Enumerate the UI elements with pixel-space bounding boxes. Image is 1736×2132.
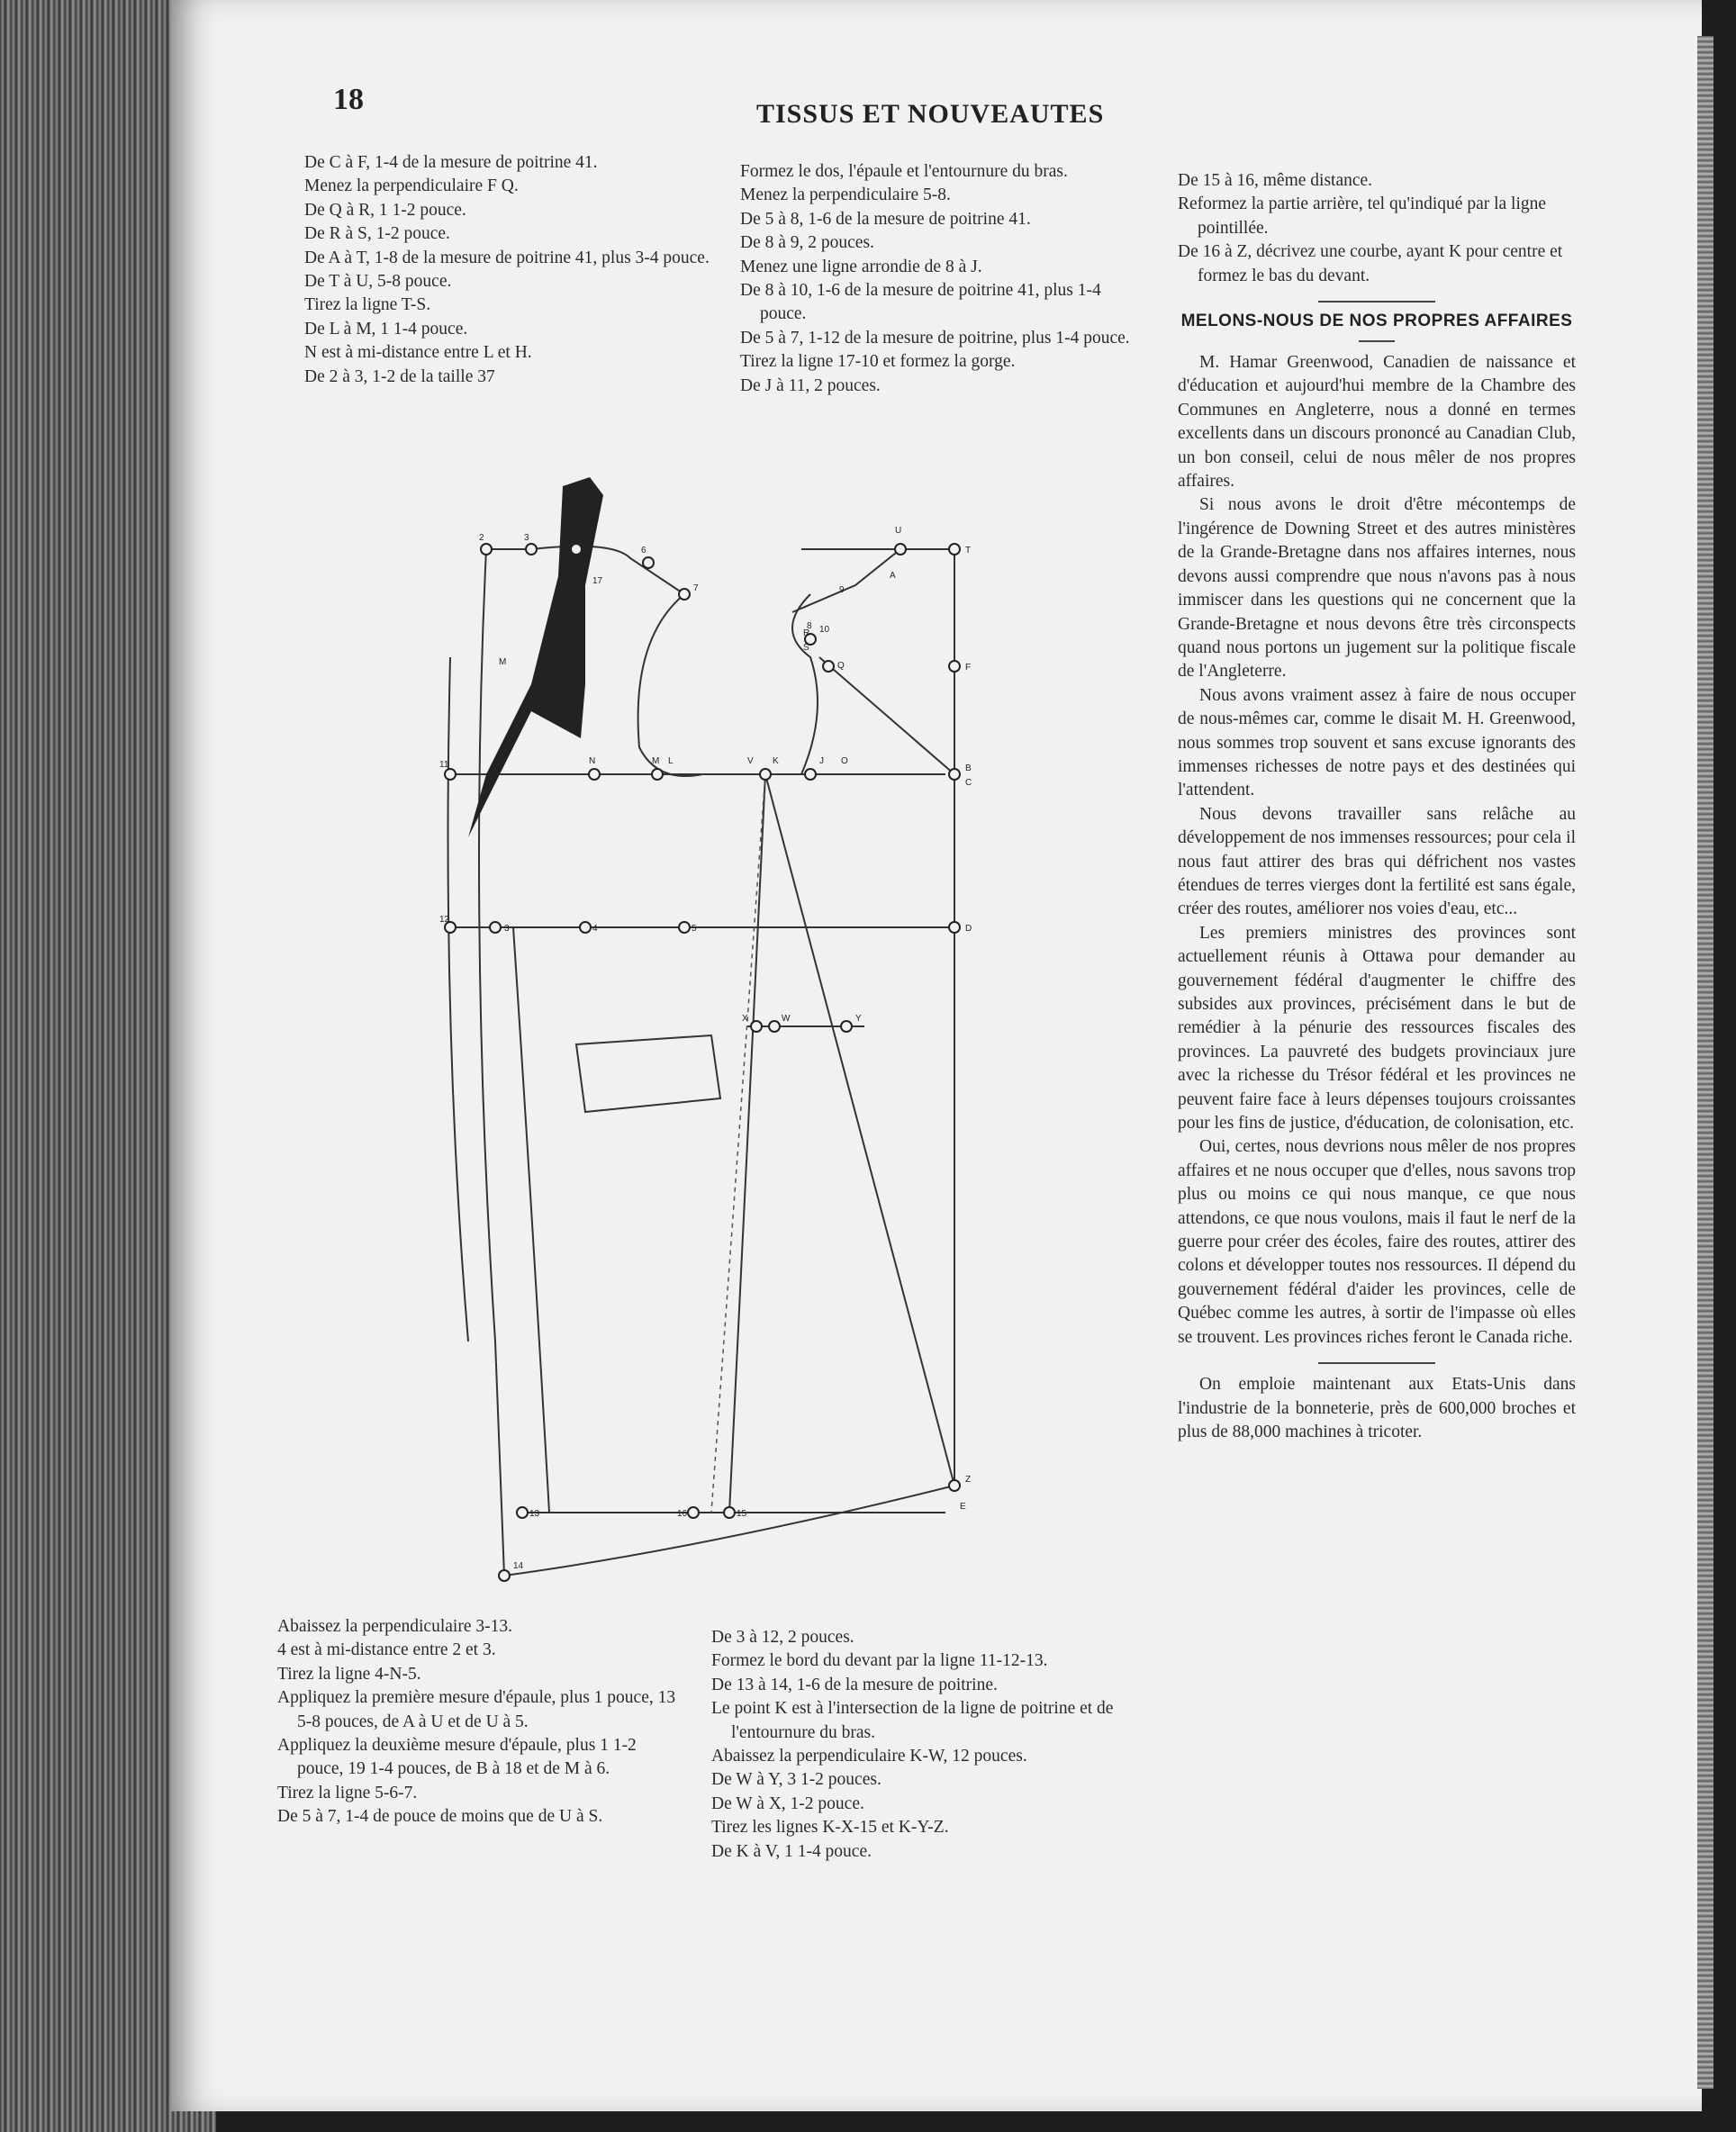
instruction-line: Appliquez la première mesure d'épaule, plus 1 pouce, 13 5-8 pouces, de A à U et de U à 5. — [277, 1688, 676, 1731]
instruction-line: Le point K est à l'intersection de la ligne de poitrine et de l'entournure du bras. — [711, 1699, 1114, 1742]
diagram-point-label: 13 — [529, 1509, 540, 1519]
point-16 — [688, 1507, 699, 1518]
diagram-point-label: U — [895, 526, 902, 536]
diagram-point-label: 3 — [524, 533, 529, 543]
article-title: MELONS-NOUS DE NOS PROPRES AFFAIRES — [1180, 312, 1573, 331]
article-body — [1178, 351, 1576, 1350]
front-diagonal — [819, 657, 954, 774]
instruction-line: N est à mi-distance entre L et H. — [304, 343, 532, 363]
instruction-line: Menez la perpendiculaire 5-8. — [740, 185, 951, 205]
diagram-point-label: Q — [837, 661, 845, 671]
instruction-line: De A à T, 1-8 de la mesure de poitrine 41, plus 3-4 pouce. — [304, 248, 710, 267]
column-3-instructions — [1178, 169, 1576, 288]
point-15 — [724, 1507, 735, 1518]
instruction-line: De 13 à 14, 1-6 de la mesure de poitrine. — [711, 1675, 998, 1694]
instruction-line: De 2 à 3, 1-2 de la taille 37 — [304, 366, 495, 386]
right-page-edges — [1697, 36, 1713, 2089]
diagram-point-label: Y — [855, 1014, 862, 1024]
pocket-shape — [576, 1035, 720, 1112]
article-paragraph: Oui, certes, nous devrions nous mêler de nos propres affaires et ne nous occuper que d'elles, nous savons trop plus ou moins ce qui nous manque, ce que nous attendons, ce que nous voulons, mais il faut le nerf de la guerre pour créer des écoles, faire des routes, attirer des colons et développer toutes nos ressources. Il dépend du gouvernement fédéral d'aider les provinces, celle de Québec comme les autres, à sortir de l'impasse où elles se trouvent. Les provinces riches feront le Canada riche. — [1178, 1137, 1576, 1347]
diagram-point-label: V — [747, 756, 754, 766]
running-title: TISSUS ET NOUVEAUTES — [756, 99, 1105, 129]
side-seam — [513, 927, 549, 1513]
instruction-line: De T à U, 5-8 pouce. — [304, 272, 452, 292]
diagram-point-label: M — [499, 657, 507, 667]
diagram-point-label: 15 — [737, 1509, 747, 1519]
column-2-top — [740, 160, 1147, 398]
collar-lapel-shape — [468, 477, 603, 837]
point-2 — [481, 544, 492, 555]
diagram-point-label: 4 — [592, 924, 598, 934]
instruction-line: De W à X, 1-2 pouce. — [711, 1793, 864, 1813]
point-13 — [517, 1507, 528, 1518]
diagram-point-label: 9 — [839, 585, 845, 595]
point-4 — [580, 922, 591, 933]
article-paragraph: Nous avons vraiment assez à faire de nous occuper de nous-mêmes car, comme le disait M. H. Greenwood, nous sommes trop souvent et sans excuse ignorants des immenses richesses de notre pays et des destinées qui l'attendent. — [1178, 685, 1576, 800]
diagram-point-label: B — [965, 763, 972, 773]
note-paragraph: On emploie maintenant aux Etats-Unis dans l'industrie de la bonneterie, près de 600,000 broches et plus de 88,000 machines à tricoter. — [1178, 1375, 1576, 1441]
divider — [1359, 340, 1395, 342]
instruction-line: De L à M, 1 1-4 pouce. — [304, 319, 468, 339]
point-6 — [643, 557, 654, 568]
instruction-line: 4 est à mi-distance entre 2 et 3. — [277, 1640, 496, 1660]
instruction-line: De R à S, 1-2 pouce. — [304, 224, 450, 244]
point-x — [751, 1021, 762, 1032]
diagram-point-label: 10 — [819, 625, 830, 635]
instruction-line: De 5 à 7, 1-12 de la mesure de poitrine, plus 1-4 pouce. — [740, 328, 1130, 348]
diagram-point-label: E — [960, 1502, 966, 1512]
diagram-point-label: T — [965, 546, 972, 556]
pattern-diagram — [432, 477, 1008, 1603]
front-edge-line — [801, 549, 954, 1486]
diagram-point-label: R — [803, 628, 810, 638]
article-paragraph: M. Hamar Greenwood, Canadien de naissance et d'éducation et aujourd'hui membre de la Chambre des Communes en Angleterre, nous a donné en termes excellents dans un discours prononcé au Canadian Club, un bon conseil, celui de nous mêler de nos propres affaires. — [1178, 353, 1576, 492]
point-y — [841, 1021, 852, 1032]
diagram-point-label: 2 — [479, 533, 484, 543]
instruction-line: De J à 11, 2 pouces. — [740, 375, 881, 395]
diagram-point-label: O — [841, 756, 848, 766]
instruction-line: De Q à R, 1 1-2 pouce. — [304, 200, 466, 220]
instruction-line: Tirez la ligne 4-N-5. — [277, 1664, 421, 1684]
point-3-waist — [490, 922, 501, 933]
instruction-line: Formez le bord du devant par la ligne 11-12-13. — [711, 1651, 1048, 1671]
instruction-line: De 16 à Z, décrivez une courbe, ayant K pour centre et formez le bas du devant. — [1178, 242, 1563, 285]
point-14 — [499, 1570, 510, 1581]
diagram-point-label: M — [652, 756, 660, 766]
instruction-line: De 8 à 9, 2 pouces. — [740, 233, 874, 253]
back-edge-line — [479, 549, 507, 1576]
page-number: 18 — [333, 83, 364, 116]
instruction-line: De 3 à 12, 2 pouces. — [711, 1628, 854, 1647]
point-q — [823, 661, 834, 672]
column-2-bottom — [711, 1626, 1118, 1864]
armhole-curve — [638, 594, 918, 776]
point-d — [949, 922, 960, 933]
instruction-line: De 5 à 7, 1-4 de pouce de moins que de U à S. — [277, 1807, 603, 1827]
article-paragraph: Si nous avons le droit d'être mécontemps de l'ingérence de Downing Street et des autres ministères de la Grande-Bretagne dans nos affaires internes, nous devons aussi comprendre que nous n'avons pas à nous immiscer dans les questions qui ne concernent que la Grande-Bretagne et nous devons être très circonspects quand nous portons un jugement sur la politique fiscale de l'Angleterre. — [1178, 495, 1576, 682]
column-3 — [1178, 169, 1576, 1444]
diagram-point-label: 14 — [513, 1561, 524, 1571]
dotted-back-line — [711, 774, 765, 1513]
instruction-line: De W à Y, 3 1-2 pouces. — [711, 1770, 882, 1790]
point-a — [949, 544, 960, 555]
instruction-line: De 8 à 10, 1-6 de la mesure de poitrine 41, plus 1-4 pouce. — [740, 281, 1101, 324]
column-1-top — [304, 151, 711, 389]
point-1 — [571, 544, 582, 555]
instruction-line: De 5 à 8, 1-6 de la mesure de poitrine 41. — [740, 209, 1031, 229]
instruction-line: Tirez les lignes K-X-15 et K-Y-Z. — [711, 1818, 949, 1838]
diagram-point-label: D — [965, 924, 972, 934]
instruction-line: Tirez la ligne 5-6-7. — [277, 1783, 418, 1802]
instruction-line: Tirez la ligne T-S. — [304, 295, 431, 315]
news-note — [1178, 1373, 1576, 1444]
diagram-point-label: A — [890, 571, 896, 581]
instruction-line: De C à F, 1-4 de la mesure de poitrine 41. — [304, 153, 598, 172]
diagram-point-label: 7 — [693, 583, 699, 593]
instruction-line: Abaissez la perpendiculaire 3-13. — [277, 1617, 512, 1636]
instruction-line: Abaissez la perpendiculaire K-W, 12 pouces. — [711, 1747, 1027, 1766]
column-1-bottom — [277, 1615, 684, 1829]
divider — [1318, 301, 1435, 303]
instruction-line: Menez une ligne arrondie de 8 à J. — [740, 257, 982, 276]
instruction-line: De 15 à 16, même distance. — [1178, 171, 1373, 190]
diagram-point-label: 11 — [439, 760, 449, 770]
diagram-point-label: F — [965, 663, 972, 673]
diagram-point-label: 1 — [569, 533, 574, 543]
diagram-point-label: 6 — [641, 546, 646, 556]
diagram-point-label: S — [803, 643, 809, 653]
back-center-line — [448, 657, 469, 1342]
point-7 — [679, 589, 690, 600]
diagram-point-label: Z — [965, 1475, 972, 1485]
point-b — [949, 769, 960, 780]
point-j — [805, 769, 816, 780]
diagram-labels — [439, 526, 972, 1571]
instruction-line: Reformez la partie arrière, tel qu'indiqué par la ligne pointillée. — [1178, 194, 1547, 238]
point-3 — [526, 544, 537, 555]
divider — [1318, 1362, 1435, 1364]
diagram-point-label: W — [782, 1014, 791, 1024]
point-f — [949, 661, 960, 672]
diagram-point-label: L — [668, 756, 674, 766]
diagram-point-label: 8 — [807, 621, 812, 631]
diagram-point-label: 16 — [677, 1509, 688, 1519]
point-n — [589, 769, 600, 780]
point-z — [949, 1480, 960, 1491]
diagram-point-label: C — [965, 778, 972, 788]
front-armhole — [792, 594, 818, 774]
point-11 — [445, 769, 456, 780]
diagram-point-label: N — [589, 756, 596, 766]
pattern-drawing — [432, 477, 1008, 1603]
instruction-line: Formez le dos, l'épaule et l'entournure du bras. — [740, 162, 1068, 181]
instruction-line: Tirez la ligne 17-10 et formez la gorge. — [740, 352, 1016, 372]
article-paragraph: Les premiers ministres des provinces sont actuellement réunis à Ottawa pour demander au gouvernement fédéral d'augmenter le chiffre des subsides aux provinces, précisément dans le but de remédier à la pénurie des ressources fiscales des provinces. La pauvreté des budgets provinciaux jure avec la richesse du Trésor fédéral et les provinces ne peuvent faire face à leurs dépenses toujours croissantes pour les fins de justice, d'éducation, de colonisation, etc. — [1178, 923, 1576, 1134]
point-5 — [679, 922, 690, 933]
point-w — [769, 1021, 780, 1032]
point-k — [760, 769, 771, 780]
diagram-point-label: 3 — [504, 924, 510, 934]
article-paragraph: Nous devons travailler sans relâche au développement de nos immenses ressources; pour cela il nous faut attirer des bras qui défrichent nos vastes étendues de terres vierges dont la fertilité est sans égale, créer des routes, améliorer nos voies d'eau, etc... — [1178, 804, 1576, 919]
line-k-y-z — [765, 774, 954, 1486]
diagram-point-label: J — [819, 756, 824, 766]
diagram-point-label: X — [742, 1014, 748, 1024]
instruction-line: Appliquez la deuxième mesure d'épaule, plus 1 1-2 pouce, 19 1-4 pouces, de B à 18 et de M à 6. — [277, 1736, 637, 1779]
diagram-point-label: 12 — [439, 915, 450, 925]
instruction-line: De K à V, 1 1-4 pouce. — [711, 1841, 872, 1861]
front-shoulder — [792, 549, 900, 612]
diagram-point-label: K — [773, 756, 779, 766]
diagram-point-label: 17 — [592, 576, 603, 586]
line-k-x-15 — [729, 774, 765, 1513]
instruction-line: Menez la perpendiculaire F Q. — [304, 176, 519, 196]
point-m — [652, 769, 663, 780]
point-u — [895, 544, 906, 555]
diagram-point-label: 5 — [692, 924, 697, 934]
